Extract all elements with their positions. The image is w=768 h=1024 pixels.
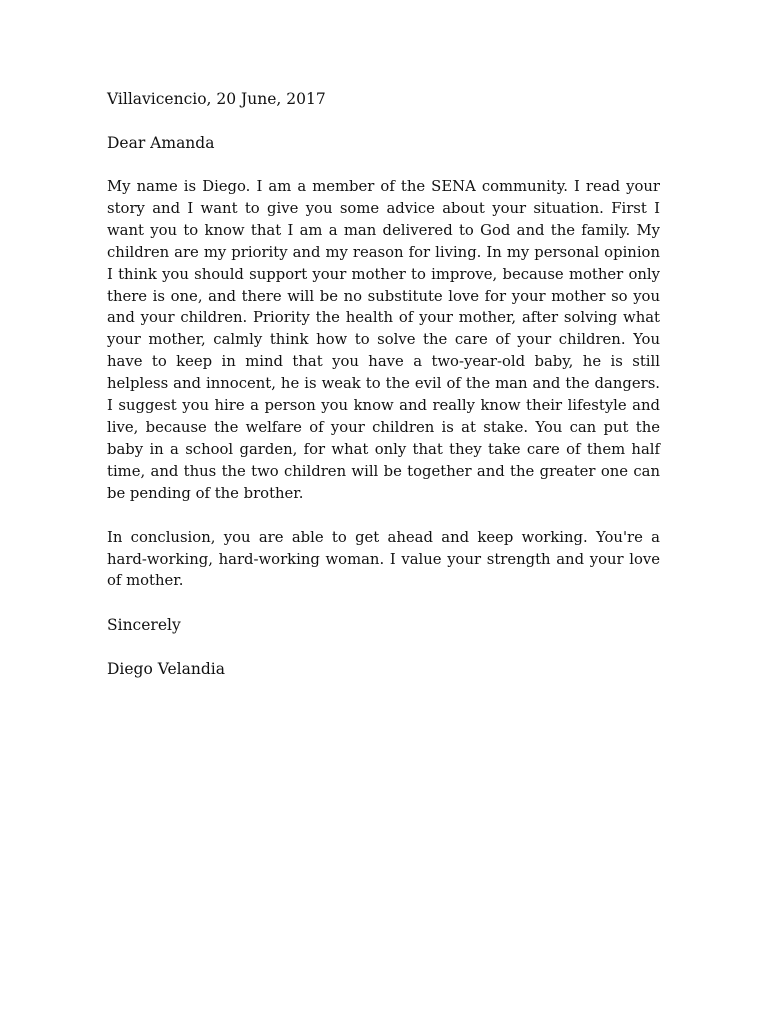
- letter-signature: Diego Velandia: [107, 660, 225, 679]
- letter-body-paragraph-1: My name is Diego. I am a member of the SENA community. I read your story and I want to give you some advice about your situation. First I want you to know that I am a man delivered to God and the family. My children are my priority and my reason for living. In my personal opinion I think you should support your mother to improve, because mother only there is one, and there will be no substitute love for your mother so you and your children. Priority the health of your mother, after solving what your mother, calmly think how to solve the care of your children. You have to keep in mind that you have a two-year-old baby, he is still helpless and innocent, he is weak to the evil of the man and the dangers. I suggest you hire a person you know and really know their lifestyle and live, because the welfare of your children is at stake. You can put the baby in a school garden, for what only that they take care of them half time, and thus the two children will be together and the greater one can be pending of the brother.: [107, 178, 660, 502]
- letter-body-paragraph-2: In conclusion, you are able to get ahead and keep working. You're a hard-working, hard-working woman. I value your strength and your love of mother.: [107, 528, 660, 590]
- letter-closing: Sincerely: [107, 616, 181, 635]
- letter-date-line: Villavicencio, 20 June, 2017: [107, 90, 326, 108]
- letter-page: [107, 88, 660, 680]
- letter-salutation: Dear Amanda: [107, 134, 215, 152]
